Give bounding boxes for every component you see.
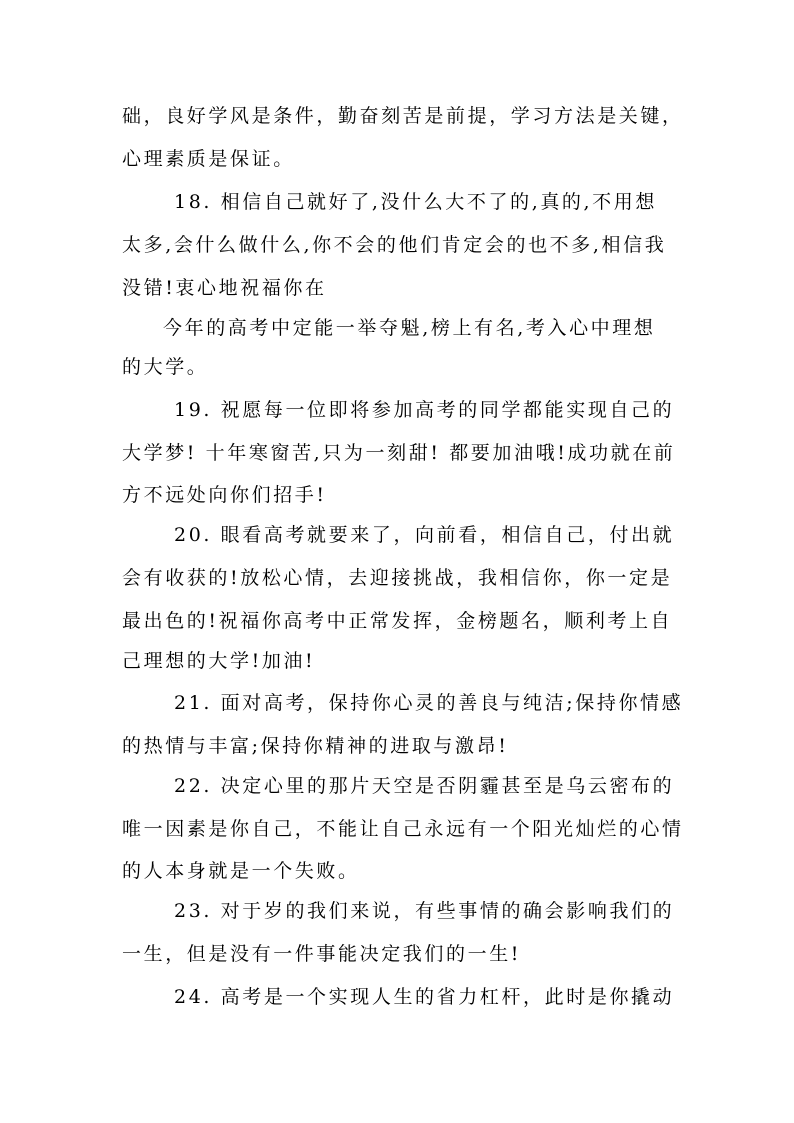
text-line: 21. 面对高考，保持你心灵的善良与纯洁;保持你情感	[174, 692, 684, 714]
text-line: 太多,会什么做什么,你不会的他们肯定会的也不多,相信我	[122, 234, 667, 256]
text-line: 的热情与丰富;保持你精神的进取与激昂!	[122, 735, 509, 757]
text-line: 础，良好学风是条件，勤奋刻苦是前提，学习方法是关键，	[122, 105, 684, 127]
text-line: 一生，但是没有一件事能决定我们的一生!	[122, 943, 522, 965]
text-line: 20. 眼看高考就要来了，向前看，相信自己，付出就	[174, 524, 675, 546]
text-line: 最出色的!祝福你高考中正常发挥，金榜题名，顺利考上自	[122, 610, 673, 632]
text-line: 唯一因素是你自己，不能让自己永远有一个阳光灿烂的心情	[122, 818, 684, 840]
text-line: 23. 对于岁的我们来说，有些事情的确会影响我们的	[174, 900, 675, 922]
text-line: 的大学。	[122, 356, 209, 378]
text-line: 方不远处向你们招手!	[122, 484, 327, 506]
text-line: 心理素质是保证。	[122, 148, 295, 170]
text-line: 的人本身就是一个失败。	[122, 860, 360, 882]
text-line: 24. 高考是一个实现人生的省力杠杆，此时是你撬动	[174, 986, 675, 1008]
text-line: 没错!衷心地祝福你在	[122, 277, 327, 299]
text-line: 己理想的大学!加油!	[122, 650, 316, 672]
text-line: 大学梦! 十年寒窗苦,只为一刻甜! 都要加油哦!成功就在前	[122, 442, 676, 464]
text-line: 22. 决定心里的那片天空是否阴霾甚至是乌云密布的	[174, 775, 675, 797]
text-line: 会有收获的!放松心情，去迎接挑战，我相信你，你一定是	[122, 567, 673, 589]
text-line: 今年的高考中定能一举夺魁,榜上有名,考入心中理想	[163, 317, 656, 339]
text-line: 19. 祝愿每一位即将参加高考的同学都能实现自己的	[174, 399, 675, 421]
text-line: 18. 相信自己就好了,没什么大不了的,真的,不用想	[174, 191, 657, 213]
